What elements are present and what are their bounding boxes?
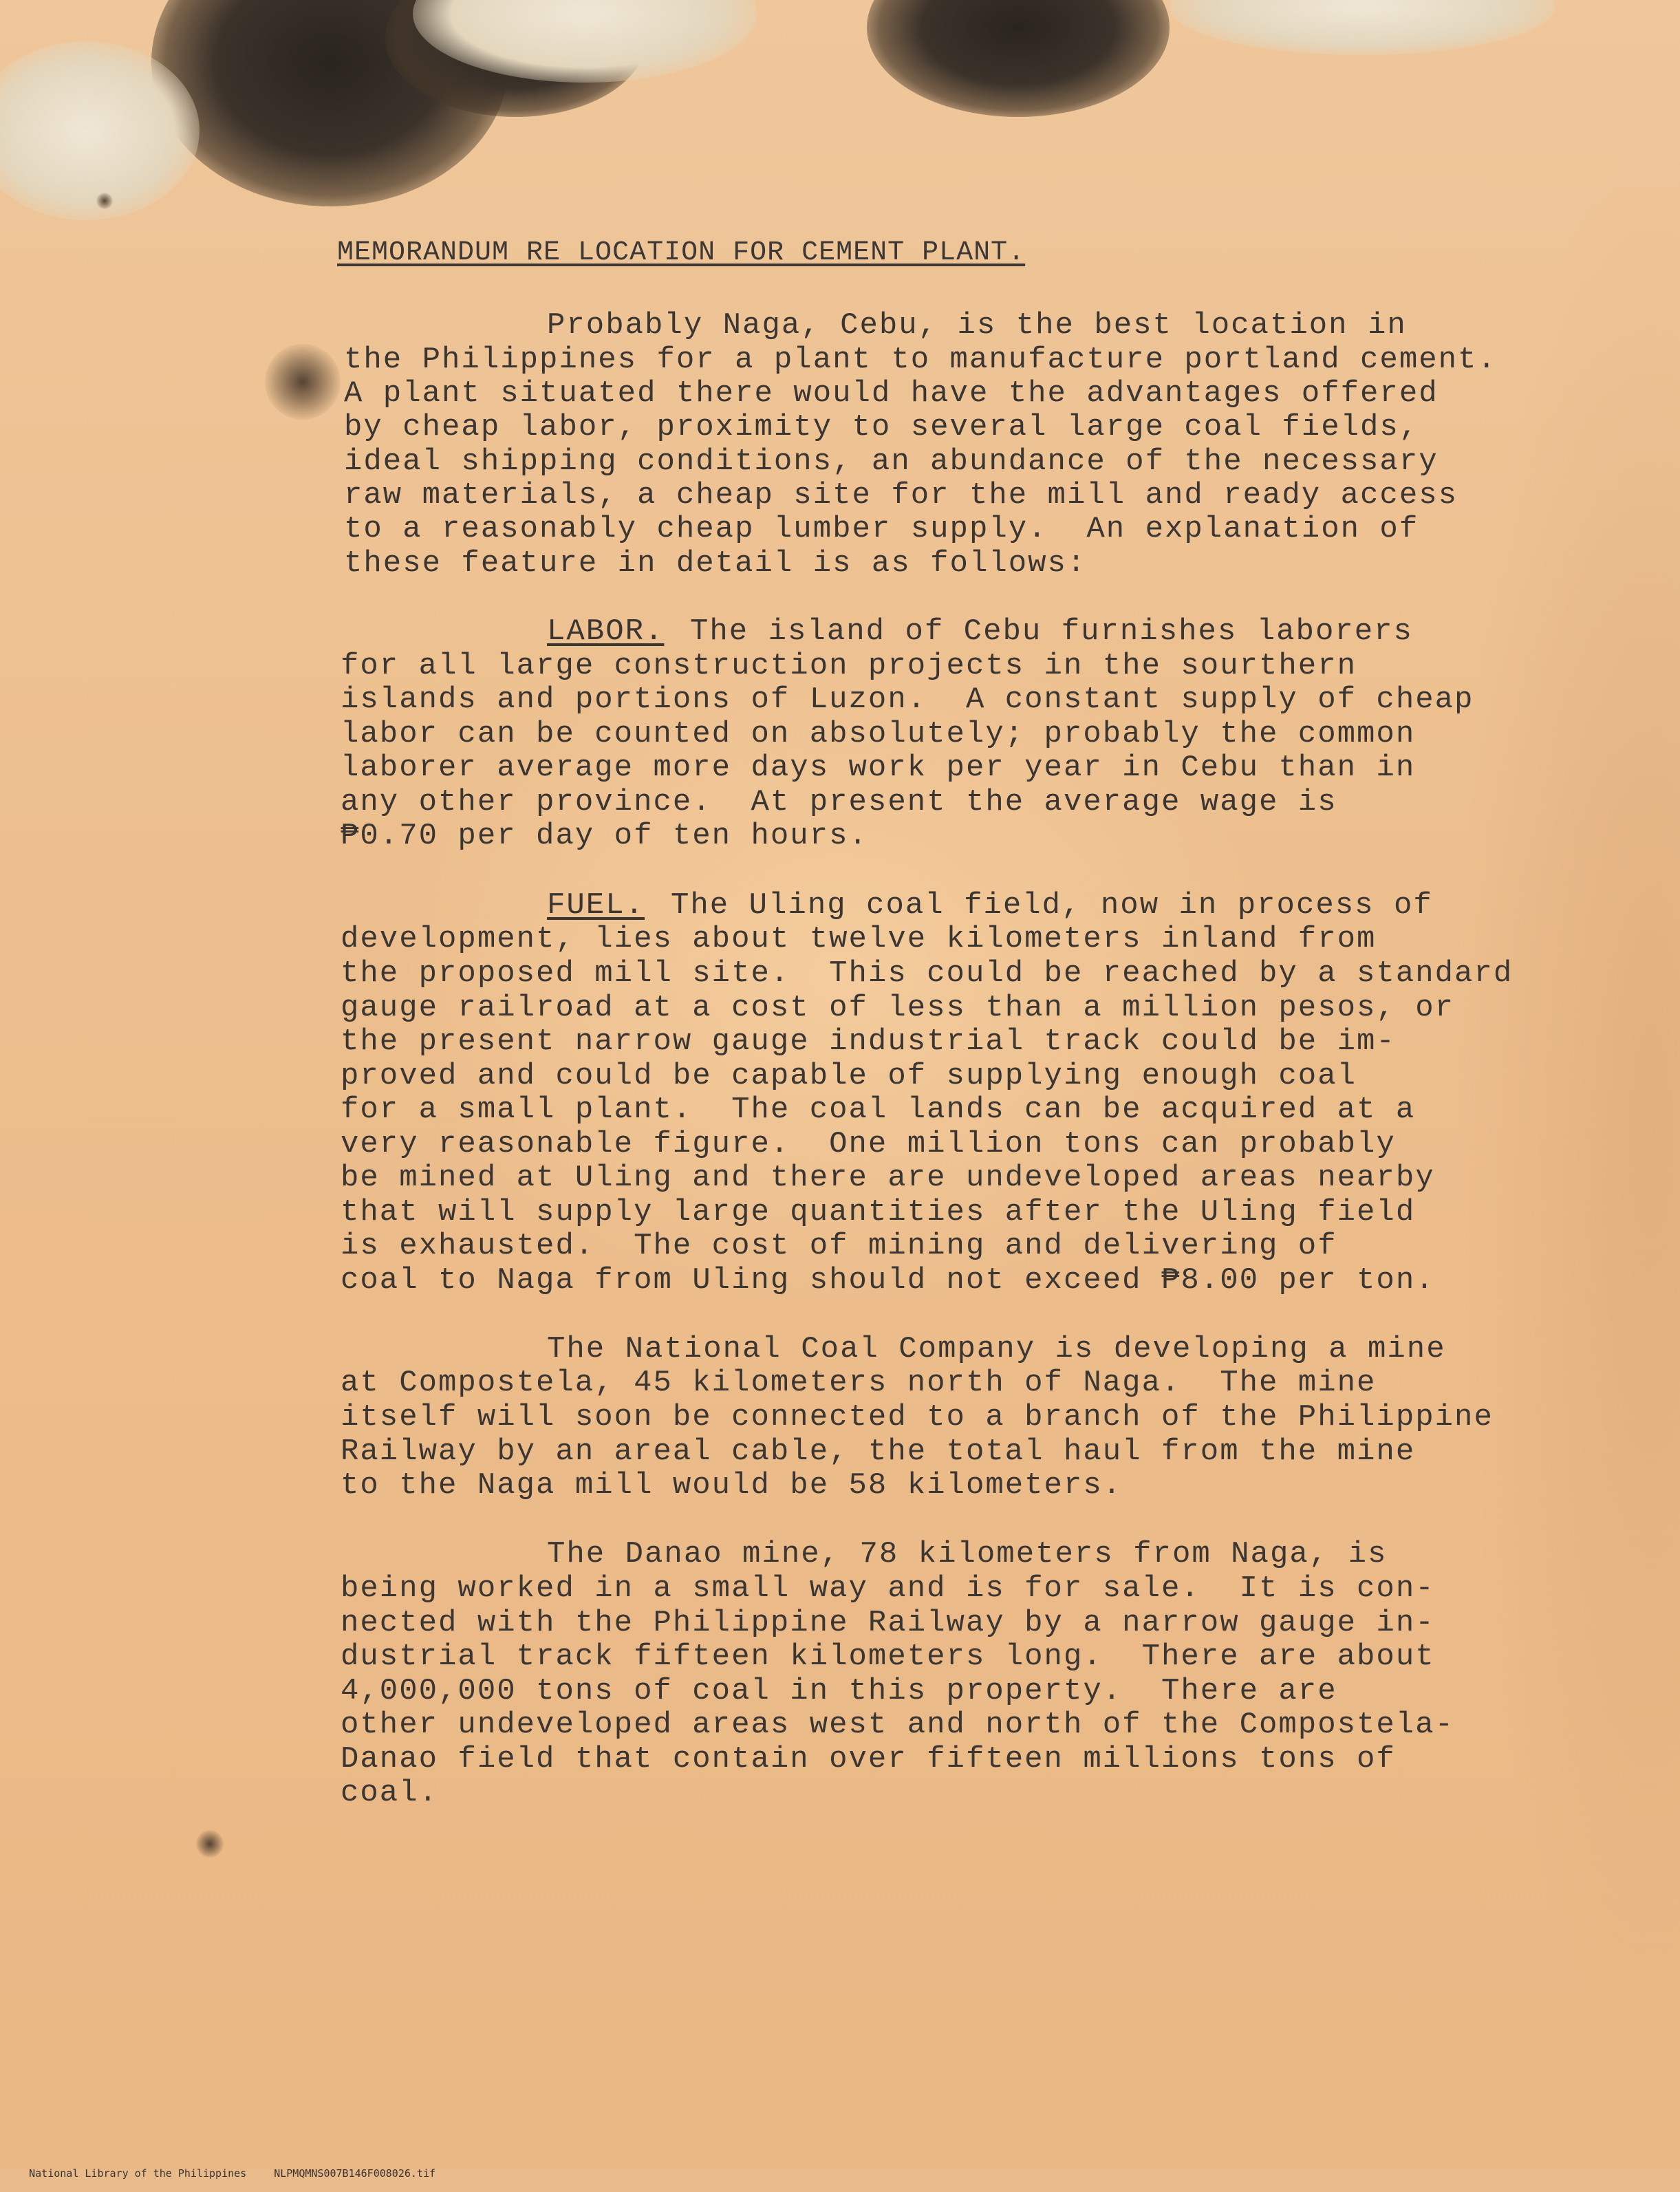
text-line: Danao field that contain over fifteen millions tons of <box>341 1742 1396 1776</box>
footer-file: NLPMQMNS007B146F008026.tif <box>274 2167 436 2180</box>
text-line: dustrial track fifteen kilometers long. There are about <box>341 1640 1435 1674</box>
text-line: laborer average more days work per year in Cebu than in <box>341 751 1416 785</box>
text-line: raw materials, a cheap site for the mill and ready access <box>344 478 1458 513</box>
text-line: development, lies about twelve kilometers inland from <box>341 922 1377 956</box>
text-line: to a reasonably cheap lumber supply. An explanation of <box>344 512 1419 546</box>
text-line: ₱0.70 per day of ten hours. <box>341 819 868 853</box>
text-line: being worked in a small way and is for sale. It is con- <box>341 1571 1435 1606</box>
text-line: the proposed mill site. This could be reached by a standard <box>341 956 1514 991</box>
text-line: by cheap labor, proximity to several large coal fields, <box>344 410 1419 444</box>
text-line: to the Naga mill would be 58 kilometers. <box>341 1468 1123 1503</box>
text-line: for all large construction projects in the sourthern <box>341 649 1357 683</box>
text-line: The Danao mine, 78 kilometers from Naga, is <box>547 1537 1388 1571</box>
text-line: ideal shipping conditions, an abundance of the necessary <box>344 444 1439 479</box>
text-line: gauge railroad at a cost of less than a million pesos, or <box>341 991 1455 1025</box>
text-line: for a small plant. The coal lands can be acquired at a <box>341 1093 1416 1127</box>
text-line: other undeveloped areas west and north of the Compostela- <box>341 1708 1455 1742</box>
scan-footer <box>4 2155 463 2192</box>
text-line: Probably Naga, Cebu, is the best location in <box>547 308 1407 343</box>
smudge-lower-left <box>196 1830 224 1858</box>
text-line: The National Coal Company is developing a mine <box>547 1332 1446 1366</box>
burn-mark-top-right <box>867 0 1170 117</box>
text-line: islands and portions of Luzon. A constant supply of cheap <box>341 683 1474 717</box>
text-line: be mined at Uling and there are undeveloped areas nearby <box>341 1161 1435 1195</box>
text-line: coal. <box>341 1776 439 1810</box>
smudge-dot-left <box>96 193 113 209</box>
labor-heading: LABOR. <box>547 614 665 649</box>
fuel-heading: FUEL. <box>547 888 645 923</box>
text-line: The Uling coal field, now in process of <box>671 888 1433 923</box>
text-line: The island of Cebu furnishes laborers <box>690 614 1413 649</box>
footer-library: National Library of the Philippines <box>29 2167 247 2180</box>
smudge-left-margin <box>265 344 341 420</box>
text-line: nected with the Philippine Railway by a narrow gauge in- <box>341 1606 1435 1640</box>
text-line: the present narrow gauge industrial track could be im- <box>341 1024 1396 1059</box>
text-line: these feature in detail is as follows: <box>344 546 1087 581</box>
text-line: A plant situated there would have the advantages offered <box>344 376 1439 411</box>
text-line: that will supply large quantities after the Uling field <box>341 1195 1416 1229</box>
text-line: coal to Naga from Uling should not exceed ₱8.00 per ton. <box>341 1263 1435 1298</box>
text-line: Railway by an areal cable, the total haul from the mine <box>341 1435 1416 1469</box>
text-line: very reasonable figure. One million tons can probably <box>341 1127 1396 1161</box>
text-line: at Compostela, 45 kilometers north of Naga. The mine <box>341 1366 1377 1400</box>
text-line: the Philippines for a plant to manufacture portland cement. <box>344 343 1497 377</box>
text-line: itself will soon be connected to a branch of the Philippine <box>341 1400 1494 1435</box>
text-line: is exhausted. The cost of mining and delivering of <box>341 1229 1337 1263</box>
text-line: proved and could be capable of supplying enough coal <box>341 1059 1357 1093</box>
text-line: 4,000,000 tons of coal in this property. There are <box>341 1674 1337 1708</box>
text-line: labor can be counted on absolutely; probably the common <box>341 717 1416 751</box>
torn-edge-top-right <box>1170 0 1555 55</box>
text-line: any other province. At present the average wage is <box>341 785 1337 819</box>
memo-title: MEMORANDUM RE LOCATION FOR CEMENT PLANT. <box>337 237 1026 268</box>
